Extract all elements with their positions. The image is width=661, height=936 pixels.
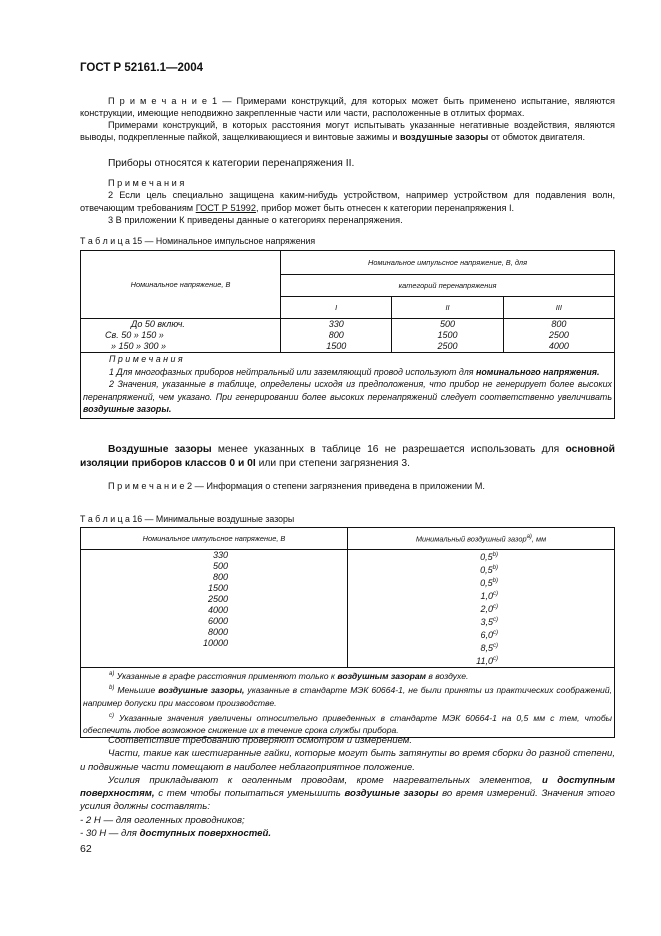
footnote-mark: c) (493, 604, 498, 610)
footnote-c-text: Указанные значения увеличены относительно приведенных в стандарте МЭК 60664-1 на 0,5 мм с тем, чтобы обеспечить любое возможное снижение их в течение срока службы прибора. (83, 712, 612, 735)
table-row-label: До 50 включ. (131, 319, 185, 329)
footnote-mark: a) (526, 533, 532, 540)
clearance-value: 3,5 (480, 617, 493, 627)
table-15-group-header: Номинальное импульсное напряжение, В, для (281, 251, 615, 275)
table-cell: 2500 (207, 594, 228, 604)
note-3-text: 3 В приложении К приведены данные о категориях перенапряжения. (108, 215, 403, 226)
clearance-value: 11,0 (476, 656, 493, 666)
examples-end: от обмоток двигателя. (488, 132, 586, 143)
footnote-a-end: в воздухе. (425, 670, 469, 681)
table-16-col2-header (348, 528, 615, 550)
footnote-a-text: Указанные в графе расстояния применяют только к (114, 670, 338, 681)
note-2 (80, 480, 615, 492)
table-16-caption: Т а б л и ц а 16 — Минимальные воздушные зазоры (80, 514, 295, 524)
footnote-mark: c) (493, 643, 498, 649)
table-cell (348, 654, 498, 667)
clearances-text: менее указанных в таблице 16 не разрешается использовать для (211, 444, 566, 455)
footnote-b-bold: воздушные зазоры, (158, 685, 245, 696)
table-16-col1-header: Номинальное импульсное напряжение, В (81, 528, 348, 550)
category-text: Приборы относятся к категории перенапряжения II. (108, 158, 355, 169)
standard-header: ГОСТ Р 52161.1—2004 (80, 62, 204, 74)
examples-bold: воздушные зазоры (399, 132, 489, 143)
note-1 (80, 95, 615, 120)
table-15-note-1: 1 Для многофазных приборов нейтральный или заземляющий провод используют для (109, 366, 476, 377)
footnote-mark: b) (492, 565, 498, 571)
clearance-value: 1,0 (480, 591, 493, 601)
note-2-text: 2 Если цель специально защищена каким-нибудь устройством, например устройством для подавления волн, отвечающим требованиям (80, 190, 615, 213)
table-cell (348, 615, 498, 628)
table-15 (80, 250, 615, 419)
footnote-mark: c) (493, 656, 498, 662)
table-cell (348, 641, 498, 654)
table-cell (348, 589, 498, 602)
table-15-notes (81, 353, 615, 419)
footnote-mark: b) (109, 685, 115, 692)
table-cell: 800 (551, 319, 567, 329)
compliance-p3: Усилия прикладывают к оголенным проводам, кроме нагревательных элементов, (108, 774, 542, 786)
clearance-value: 0,5 (480, 578, 493, 588)
footnote-mark: c) (493, 630, 498, 636)
table-cell: 2500 (548, 330, 569, 340)
clearances-bold-2: основной изоляции приборов классов 0 и 0I (80, 444, 615, 469)
compliance-item-1: - 2 Н — для оголенных проводников; (80, 814, 245, 826)
table-15-note-2-bold: воздушные зазоры. (83, 404, 172, 415)
table-16 (80, 527, 615, 738)
col2-header-text: Минимальный воздушный зазор (415, 534, 527, 544)
table-cell (348, 602, 498, 615)
compliance-p3-bold-2: воздушные зазоры (344, 788, 439, 800)
footnote-b-end: указанные в стандарте МЭК 60664-1, не были приняты из практических соображений, например допуски при массовом производстве. (83, 685, 612, 708)
table-cell: 8000 (207, 627, 228, 637)
paragraph-clearances (80, 443, 615, 471)
clearances-bold: Воздушные зазоры (108, 444, 212, 455)
clearance-value: 8,5 (480, 643, 493, 653)
note-2-body: 2 — Информация о степени загрязнения приведена в приложении М. (184, 481, 485, 491)
footnote-a-bold: воздушным зазорам (337, 670, 426, 681)
note-2-end: , прибор может быть отнесен к категории перенапряжения I. (256, 202, 515, 213)
category-header: III (503, 297, 614, 319)
table-cell (348, 563, 498, 576)
table-row-label: Св. 50 » 150 » (105, 330, 164, 340)
table-16-footnotes (81, 668, 615, 738)
paragraph-examples (80, 119, 615, 144)
clearance-value: 0,5 (480, 565, 493, 575)
table-cell: 1500 (326, 341, 347, 351)
table-15-subgroup-header: категорий перенапряжения (281, 275, 615, 297)
category-header: I (281, 297, 392, 319)
compliance-p3-mid: с тем чтобы попытаться уменьшить (154, 788, 345, 800)
col2-header-unit: , мм (531, 534, 547, 544)
table-cell: 4000 (548, 341, 569, 351)
compliance-p3-end: во время измерений. Значения этого усилия должны составлять: (80, 788, 615, 813)
table-15-note-1-bold: номинального напряжения. (476, 366, 600, 377)
table-15-caption: Т а б л и ц а 15 — Номинальное импульсное напряжения (80, 236, 316, 246)
table-15-voltage-column (81, 319, 281, 353)
table-15-cat3-column (503, 319, 614, 353)
table-row-label: » 150 » 300 » (111, 341, 167, 351)
table-cell: 500 (439, 319, 456, 329)
note-1-text: 1 — Примерами конструкций, для которых может быть применено испытание, являются конструкции, имеющие неподвижно закрепленные части или части, расположенные в отлитых формах. (80, 96, 615, 119)
table-cell: 4000 (207, 605, 228, 615)
clearance-value: 2,0 (480, 604, 493, 614)
gost-reference-link[interactable]: ГОСТ Р 51992 (195, 202, 257, 213)
footnote-mark: b) (492, 578, 498, 584)
notes-label: П р и м е ч а н и я (108, 178, 185, 188)
footnote-mark: c) (493, 617, 498, 623)
table-cell (348, 628, 498, 641)
table-15-cat1-column (281, 319, 392, 353)
table-cell: 6000 (207, 616, 228, 626)
footnote-mark: a) (109, 671, 115, 677)
compliance-item-2-bold: доступных поверхностей. (139, 828, 271, 840)
compliance-p2: Части, такие как шестигранные гайки, которые могут быть затянуты во время сборки до разной степени, и подвижные части помещают в наиболее неблагоприятное положение. (80, 748, 615, 773)
examples-text: Примерами конструкций, в которых расстояния могут испытывать указанные негативные воздействия, являются выводы, подкрепленные пайкой, защелкивающиеся и винтовые зажимы и (80, 120, 615, 143)
table-cell: 800 (328, 330, 344, 340)
clearance-value: 6,0 (480, 630, 493, 640)
table-16-voltage-column (81, 550, 348, 668)
footnote-mark: b) (492, 552, 498, 558)
table-cell: 500 (212, 561, 228, 571)
footnote-b-text: Меньшие (114, 685, 159, 696)
table-cell: 330 (212, 550, 228, 560)
table-cell (348, 576, 498, 589)
table-15-notes-label: П р и м е ч а н и я (109, 354, 183, 364)
table-cell: 330 (328, 319, 344, 329)
clearances-end: или при степени загрязнения 3. (255, 458, 410, 469)
table-cell (348, 550, 498, 563)
table-cell: 2500 (437, 341, 458, 351)
note-1-label: П р и м е ч а н и е (108, 96, 207, 106)
notes-block (80, 177, 615, 227)
table-cell: 10000 (202, 638, 228, 648)
table-15-col1-header: Номинальное напряжение, В (81, 251, 281, 319)
compliance-p1: Соответствие требованию проверяют осмотром и измерением. (108, 735, 413, 746)
footnote-mark: c) (109, 712, 114, 719)
table-16-clearance-column (348, 550, 615, 668)
note-2-label: П р и м е ч а н и е (108, 481, 185, 491)
table-cell: 1500 (207, 583, 228, 593)
category-header: II (392, 297, 503, 319)
compliance-item-2: - 30 Н — для (80, 828, 140, 840)
paragraph-category (80, 157, 615, 171)
table-cell: 800 (212, 572, 228, 582)
page-number: 62 (80, 843, 92, 855)
table-cell: 1500 (437, 330, 458, 340)
footnote-mark: c) (493, 591, 498, 597)
table-15-cat2-column (392, 319, 503, 353)
table-15-note-2: 2 Значения, указанные в таблице, определены исходя из предположения, что прибор не генерирует более высоких перенапряжений, чем указано. При генерировании более высоких перенапряжений следует соответственно увеличивать (83, 379, 612, 402)
compliance-block (80, 734, 615, 840)
compliance-p3-bold: и доступным поверхностям, (80, 774, 615, 800)
clearance-value: 0,5 (480, 552, 493, 562)
